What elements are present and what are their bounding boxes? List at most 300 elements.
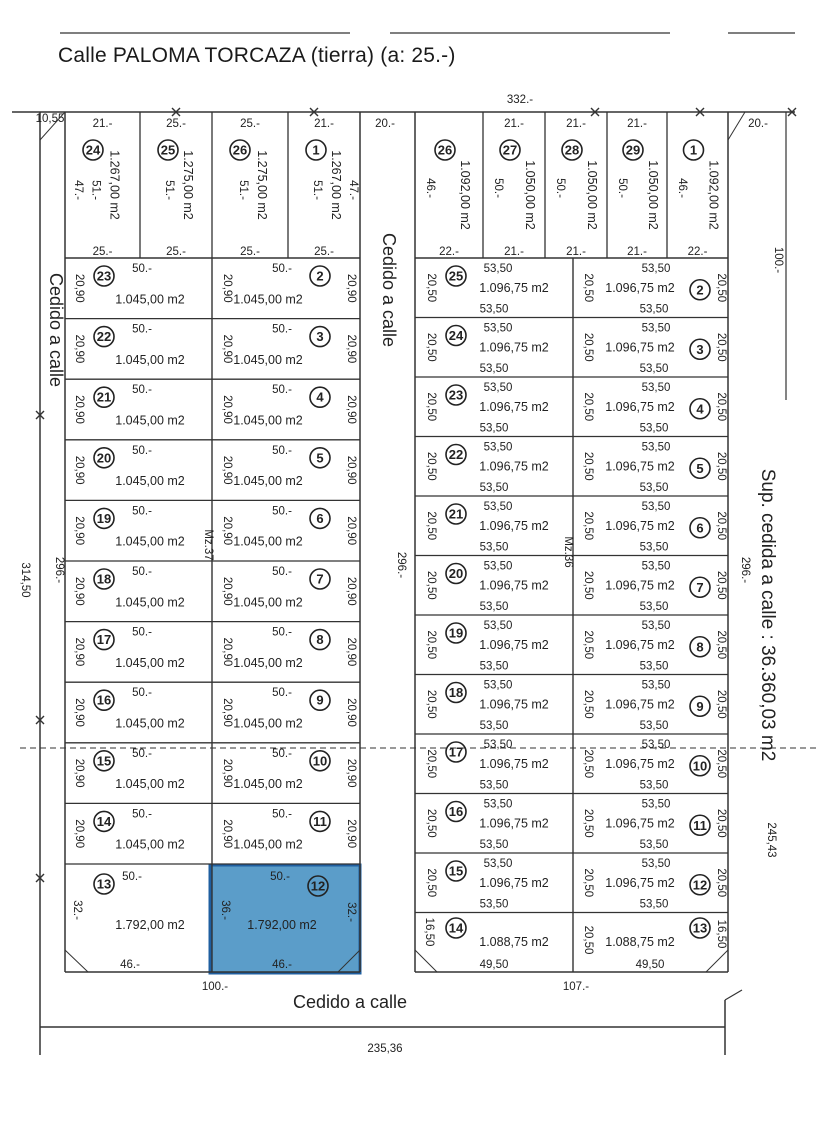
mz36-lot-24-width: 20,50 [425, 332, 437, 362]
mz36-lot-2-width-left: 20,50 [582, 273, 594, 303]
mz36-lot-15-number: 15 [448, 863, 464, 879]
mz37-lot-11-length: 50.- [272, 808, 292, 821]
mz37-lot-2-width-left: 20,90 [221, 273, 233, 303]
mz36-top-lot-29-front: 21.- [627, 118, 647, 130]
mz37-top-lot-25-side: 51.- [163, 180, 175, 200]
mz37-lot-10-number: 10 [312, 753, 328, 769]
mz37-lot-2-area: 1.045,00 m2 [233, 292, 303, 307]
street-label-right: Sup. cedida a calle : 36.360,03 m2 [757, 468, 778, 762]
mz37-lot-9-number: 9 [316, 692, 324, 708]
mz37-lot-18-width: 20,90 [73, 576, 85, 606]
mz36-lot-22-width: 20,50 [425, 451, 437, 481]
mz36-lot-2-area: 1.096,75 m2 [605, 280, 675, 295]
mz36-lot-18-length-bottom: 53,50 [479, 720, 509, 732]
mz37-lot-14-length: 50.- [132, 808, 152, 821]
mz36-lot-16-length-top: 53,50 [483, 798, 513, 811]
mz37-lot-12-side2: 32.- [345, 902, 357, 922]
mz36-lot-4-width-right: 20,50 [715, 392, 727, 422]
mz37-lot-8-number: 8 [316, 632, 324, 648]
mz37-lot-15-number: 15 [96, 753, 112, 769]
mz37-lot-10-length: 50.- [272, 747, 292, 760]
mz36-lot-20-length-top: 53,50 [483, 560, 513, 573]
mz37-top-lot-1-number: 1 [312, 142, 320, 158]
mz36-lot-17-area: 1.096,75 m2 [479, 756, 549, 771]
mz37-top-lot-1-back: 25.- [314, 246, 334, 258]
mz37-lot-3-length: 50.- [272, 323, 292, 336]
mz36-top-lot-26-area: 1.092,00 m2 [458, 160, 472, 230]
dim-middle-left: 296.- [395, 551, 407, 579]
mz36-top-lot-29-back: 21.- [627, 246, 647, 258]
mz36-lot-23-area: 1.096,75 m2 [479, 399, 549, 414]
mz36-lot-21-width: 20,50 [425, 511, 437, 541]
mz36-top-lot-1-back: 22.- [687, 246, 708, 258]
mz37-lot-19-width: 20,90 [73, 516, 85, 546]
mz37-lot-22-width: 20,90 [73, 334, 85, 364]
mz37-lot-8-length: 50.- [272, 626, 292, 639]
mz36-lot-25-length-top: 53,50 [483, 263, 513, 275]
mz37-lot-6-width-left: 20,90 [221, 516, 233, 546]
mz37-top-lot-24-number: 24 [85, 142, 101, 158]
mz36-lot-24-length-bottom: 53,50 [479, 363, 509, 375]
mz36-lot-25-width: 20,50 [425, 273, 437, 303]
mz36-label: Mz.36 [562, 536, 574, 568]
mz36-top-lot-1-side: 46.- [676, 178, 688, 198]
mz36-lot-17-number: 17 [448, 744, 464, 760]
dim-right-top: 100.- [772, 246, 784, 274]
mz37-lot-2-number: 2 [316, 268, 324, 284]
mz37-lot-4-number: 4 [316, 389, 324, 405]
mz36-lot-5-length-bottom: 53,50 [639, 482, 669, 494]
mz37-top-lot-1-side: 51.- [311, 180, 323, 200]
mz36-lot-10-width-right: 20,50 [715, 749, 727, 779]
mz36-lot-11-length-bottom: 53,50 [639, 839, 669, 851]
mz37-top-lot-24-side2: 47.- [72, 180, 84, 200]
mz36-top-lot-29-area: 1.050,00 m2 [646, 160, 660, 230]
mz36-lot-5-length-top: 53,50 [641, 441, 671, 454]
mz36-lot-21-area: 1.096,75 m2 [479, 518, 549, 533]
mz37-top-lot-1-side2: 47.- [347, 180, 359, 200]
mz36-lot-14-width: 16,50 [423, 917, 435, 947]
mz37-lot-20-number: 20 [96, 450, 112, 466]
mz37-lot-7-length: 50.- [272, 566, 292, 578]
mz37-lot-20-width: 20,90 [73, 455, 85, 485]
mz36-lot-13-length: 49,50 [635, 959, 665, 971]
mz36-lot-11-length-top: 53,50 [641, 798, 671, 811]
mz37-lot-12-bottom: 46.- [272, 959, 292, 971]
mz37-label: Mz.37 [202, 529, 214, 561]
mz37-lot-11-width-left: 20,90 [221, 819, 233, 849]
mz36-lot-2-number: 2 [696, 282, 704, 298]
mz37-lot-14-width: 20,90 [73, 819, 85, 849]
mz36-lot-6-width-left: 20,50 [582, 511, 594, 541]
corner-chamfer [725, 990, 742, 1000]
mz36-lot-12-number: 12 [692, 877, 708, 893]
mz36-lot-9-number: 9 [696, 698, 704, 714]
mz37-lot-23-area: 1.045,00 m2 [115, 292, 185, 307]
mz36-top-lot-27-side: 50.- [492, 178, 504, 198]
mz37-lot-13-area: 1.792,00 m2 [115, 918, 185, 932]
chamfer-mz36-bl [415, 950, 437, 972]
mz36-lot-23-length-top: 53,50 [483, 382, 513, 394]
mz36-lot-19-width: 20,50 [425, 630, 437, 660]
mz37-lot-16-length: 50.- [132, 687, 152, 700]
mz37-lot-17-width: 20,90 [73, 637, 85, 667]
mz37-lot-12-area: 1.792,00 m2 [247, 918, 317, 932]
mz36-lot-20-length-bottom: 53,50 [479, 601, 509, 613]
mz37-lot-13-number: 13 [96, 876, 112, 892]
mz37-top-lot-25-area: 1.275,00 m2 [181, 150, 195, 220]
mz37-lot-5-width-right: 20,90 [345, 455, 357, 485]
mz36-lot-3-length-bottom: 53,50 [639, 363, 669, 375]
mz36-lot-3-length-top: 53,50 [641, 322, 671, 335]
mz37-lot-21-number: 21 [96, 389, 112, 405]
mz36-lot-22-area: 1.096,75 m2 [479, 459, 549, 474]
dim-corner-top-left: 10,55 [35, 113, 65, 125]
mz36-lot-10-length-bottom: 53,50 [639, 779, 669, 792]
mz36-lot-25-number: 25 [448, 268, 464, 284]
mz36-lot-9-area: 1.096,75 m2 [605, 697, 675, 712]
dim-street-width-right: 20.- [748, 118, 768, 130]
mz37-top-lot-26-number: 26 [232, 142, 248, 158]
mz37-lot-23-length: 50.- [132, 263, 152, 275]
mz37-lot-2-width-right: 20,90 [345, 273, 357, 303]
mz36-top-lot-27-back: 21.- [504, 246, 524, 258]
mz37-lot-7-area: 1.045,00 m2 [233, 595, 303, 610]
mz36-lot-15-length-bottom: 53,50 [479, 898, 509, 911]
mz36-lot-4-width-left: 20,50 [582, 392, 594, 422]
mz36-lot-22-length-top: 53,50 [483, 441, 513, 454]
mz37-lot-19-area: 1.045,00 m2 [115, 534, 185, 549]
mz36-lot-25-area: 1.096,75 m2 [479, 280, 549, 295]
mz36-lot-24-length-top: 53,50 [483, 322, 513, 335]
mz36-top-lot-28-back: 21.- [566, 246, 586, 258]
mz36-lot-5-width-right: 20,50 [715, 451, 727, 481]
chamfer-mz36-br [706, 950, 728, 972]
mz36-lot-3-width-left: 20,50 [582, 332, 594, 362]
mz36-lot-22-number: 22 [448, 447, 464, 462]
mz37-top-lot-25-front: 25.- [166, 118, 186, 130]
mz37-top-lot-1-area: 1.267,00 m2 [329, 150, 343, 220]
street-label-middle: Cedido a calle [379, 232, 399, 348]
mz36-top-lot-27-area: 1.050,00 m2 [523, 160, 537, 230]
mz36-lot-11-width-right: 20,50 [715, 808, 727, 838]
mz36-lot-7-area: 1.096,75 m2 [605, 578, 675, 593]
mz37-top-lot-25-number: 25 [160, 142, 176, 158]
dim-street-width-left: 20.- [375, 118, 395, 130]
mz36-lot-12-length-top: 53,50 [641, 858, 671, 870]
mz36-lot-24-number: 24 [448, 328, 464, 343]
mz37-lot-5-area: 1.045,00 m2 [233, 474, 303, 489]
mz37-top-lot-26-back: 25.- [240, 246, 260, 258]
mz37-lot-11-width-right: 20,90 [345, 819, 357, 849]
mz37-lot-6-length: 50.- [272, 505, 292, 518]
mz36-lot-18-length-top: 53,50 [483, 679, 513, 692]
mz36-lot-6-number: 6 [696, 520, 704, 536]
mz37-lot-12-side: 36.- [219, 900, 231, 920]
mz37-lot-8-area: 1.045,00 m2 [233, 655, 303, 670]
chamfer-mz37-bl [65, 950, 88, 972]
mz37-lot-20-area: 1.045,00 m2 [115, 474, 185, 489]
mz36-lot-6-length-top: 53,50 [641, 501, 671, 513]
mz37-lot-15-width: 20,90 [73, 758, 85, 788]
mz37-lot-8-width-left: 20,90 [221, 637, 233, 667]
mz36-lot-24-area: 1.096,75 m2 [479, 340, 549, 355]
mz37-lot-3-number: 3 [316, 329, 324, 345]
mz36-lot-2-width-right: 20,50 [715, 273, 727, 303]
mz36-lot-18-number: 18 [448, 685, 464, 700]
mz36-lot-7-width-left: 20,50 [582, 570, 594, 600]
mz37-lot-11-area: 1.045,00 m2 [233, 837, 303, 852]
mz37-lot-5-number: 5 [316, 450, 324, 466]
mz36-lot-13-width-right: 16,50 [715, 919, 727, 949]
mz36-top-lot-28-area: 1.050,00 m2 [585, 160, 599, 230]
mz37-lot-10-width-left: 20,90 [221, 758, 233, 788]
dim-bottom-right: 107.- [562, 981, 590, 993]
mz37-lot-16-number: 16 [96, 692, 112, 708]
mz36-lot-13-number: 13 [692, 920, 708, 936]
mz37-lot-4-length: 50.- [272, 384, 292, 397]
chamfer-top-right [728, 112, 745, 140]
mz37-lot-21-length: 50.- [132, 384, 152, 397]
mz36-lot-11-width-left: 20,50 [582, 808, 594, 838]
mz36-lot-13-area: 1.088,75 m2 [605, 935, 675, 949]
mz37-lot-8-width-right: 20,90 [345, 637, 357, 667]
mz36-lot-10-area: 1.096,75 m2 [605, 756, 675, 771]
mz37-top-lot-24-side: 51.- [89, 180, 102, 200]
mz36-lot-15-width: 20,50 [425, 868, 437, 898]
mz37-lot-19-length: 50.- [132, 505, 152, 518]
mz37-lot-2-length: 50.- [272, 263, 292, 275]
mz37-lot-13-side: 32.- [71, 900, 83, 920]
mz36-lot-25-length-bottom: 53,50 [479, 303, 509, 316]
mz36-lot-6-width-right: 20,50 [715, 511, 727, 541]
mz37-lot-4-width-left: 20,90 [221, 395, 233, 424]
mz37-lot-17-length: 50.- [132, 626, 152, 639]
mz36-lot-2-length-bottom: 53,50 [639, 303, 669, 316]
mz36-top-lot-29-side: 50.- [616, 178, 628, 198]
mz37-top-lot-24-back: 25.- [92, 246, 113, 258]
mz37-top-lot-26-front: 25.- [240, 118, 260, 130]
mz37-lot-20-length: 50.- [132, 444, 152, 457]
mz36-lot-7-width-right: 20,50 [715, 570, 727, 600]
mz36-lot-12-length-bottom: 53,50 [639, 898, 669, 911]
mz36-lot-8-width-right: 20,50 [715, 630, 727, 660]
mz36-lot-19-length-top: 53,50 [483, 620, 513, 632]
mz36-lot-20-width: 20,50 [425, 570, 437, 600]
dim-bottom-left: 100.- [201, 981, 229, 993]
mz37-lot-22-length: 50.- [132, 323, 152, 336]
mz36-lot-8-width-left: 20,50 [582, 630, 594, 660]
mz36-top-lot-26-side: 46.- [424, 178, 436, 198]
mz36-top-lot-26-back: 22.- [439, 246, 459, 258]
mz36-lot-8-number: 8 [696, 639, 704, 655]
mz37-lot-16-area: 1.045,00 m2 [115, 716, 185, 731]
mz37-lot-15-length: 50.- [132, 747, 152, 760]
mz37-lot-3-width-right: 20,90 [345, 334, 357, 364]
mz36-lot-5-number: 5 [696, 460, 704, 476]
mz36-lot-8-length-top: 53,50 [641, 620, 671, 632]
mz37-lot-18-length: 50.- [132, 566, 152, 578]
mz36-lot-5-width-left: 20,50 [582, 451, 594, 481]
mz36-lot-16-length-bottom: 53,50 [479, 839, 509, 851]
mz36-lot-21-length-top: 53,50 [483, 501, 513, 513]
mz36-lot-23-length-bottom: 53,50 [479, 422, 509, 435]
mz36-lot-8-length-bottom: 53,50 [639, 660, 669, 673]
mz36-lot-13-width-left: 20,50 [582, 925, 594, 955]
mz36-lot-14-length: 49,50 [479, 959, 509, 971]
mz37-lot-6-number: 6 [316, 510, 324, 526]
mz37-lot-11-number: 11 [313, 813, 327, 829]
mz37-lot-5-width-left: 20,90 [221, 455, 233, 485]
mz37-top-lot-26-side: 51.- [237, 180, 249, 200]
mz36-lot-3-area: 1.096,75 m2 [605, 340, 675, 355]
mz37-lot-21-width: 20,90 [73, 395, 85, 424]
mz36-lot-7-length-bottom: 53,50 [639, 601, 669, 613]
mz36-top-lot-28-number: 28 [564, 142, 580, 158]
mz37-lot-7-width-left: 20,90 [221, 576, 233, 606]
mz37-lot-13-top: 50.- [122, 871, 142, 883]
mz36-top-lot-27-number: 27 [502, 142, 518, 158]
mz37-lot-13-bottom: 46.- [120, 959, 140, 971]
mz36-lot-3-width-right: 20,50 [715, 332, 727, 362]
mz36-lot-14-number: 14 [448, 920, 464, 936]
mz37-lot-4-area: 1.045,00 m2 [233, 413, 303, 428]
street-label-left: Cedido a calle [46, 272, 66, 388]
mz36-lot-15-area: 1.096,75 m2 [479, 875, 549, 890]
mz37-lot-16-width: 20,90 [73, 698, 85, 727]
mz36-lot-10-width-left: 20,50 [582, 749, 594, 779]
mz37-lot-14-area: 1.045,00 m2 [115, 837, 185, 852]
mz37-lot-17-number: 17 [96, 632, 112, 648]
mz37-lot-22-area: 1.045,00 m2 [115, 352, 185, 367]
mz37-lot-21-area: 1.045,00 m2 [115, 413, 185, 428]
mz36-lot-9-width-left: 20,50 [582, 689, 594, 719]
mz36-lot-4-area: 1.096,75 m2 [605, 399, 675, 414]
mz37-lot-12-number: 12 [310, 878, 326, 894]
mz36-lot-20-number: 20 [448, 566, 464, 581]
mz37-top-lot-1-front: 21.- [314, 118, 334, 130]
mz36-lot-18-area: 1.096,75 m2 [479, 697, 549, 712]
mz37-lot-23-width: 20,90 [73, 273, 85, 303]
mz36-lot-23-number: 23 [448, 387, 464, 403]
mz37-lot-9-area: 1.045,00 m2 [233, 716, 303, 731]
mz36-lot-10-length-top: 53,50 [641, 739, 671, 751]
mz37-lot-18-area: 1.045,00 m2 [115, 595, 185, 610]
mz36-top-lot-28-side: 50.- [554, 178, 566, 198]
mz36-lot-9-length-bottom: 53,50 [639, 720, 669, 732]
street-label-bottom: Cedido a calle [292, 992, 408, 1012]
mz37-lot-23-number: 23 [96, 268, 112, 284]
dim-right-lower: 245,43 [765, 822, 777, 858]
mz37-lot-10-area: 1.045,00 m2 [233, 777, 303, 792]
mz36-lot-8-area: 1.096,75 m2 [605, 637, 675, 652]
mz37-lot-22-number: 22 [96, 329, 112, 345]
mz36-top-lot-1-area: 1.092,00 m2 [706, 160, 721, 230]
mz36-lot-19-number: 19 [448, 625, 464, 641]
mz36-lot-17-width: 20,50 [425, 749, 437, 779]
mz36-lot-4-number: 4 [696, 401, 704, 417]
mz36-lot-22-length-bottom: 53,50 [479, 482, 509, 494]
mz36-lot-12-width-left: 20,50 [582, 868, 594, 898]
mz36-lot-11-number: 11 [693, 817, 707, 833]
mz36-lot-19-length-bottom: 53,50 [479, 660, 509, 673]
mz36-lot-16-number: 16 [448, 804, 464, 819]
mz37-lot-14-number: 14 [96, 813, 112, 829]
mz37-lot-5-length: 50.- [272, 444, 292, 457]
mz36-lot-5-area: 1.096,75 m2 [605, 459, 675, 474]
mz36-lot-17-length-bottom: 53,50 [479, 779, 509, 792]
mz36-lot-3-number: 3 [696, 341, 704, 357]
mz36-lot-15-length-top: 53,50 [483, 858, 513, 870]
mz36-lot-17-length-top: 53,50 [483, 739, 513, 751]
mz36-lot-4-length-bottom: 53,50 [639, 422, 669, 435]
mz36-lot-12-area: 1.096,75 m2 [605, 875, 675, 890]
mz36-lot-7-length-top: 53,50 [641, 560, 671, 573]
mz37-top-lot-26-area: 1.275,00 m2 [255, 150, 269, 220]
mz37-lot-4-width-right: 20,90 [345, 395, 357, 424]
mz36-lot-14-area: 1.088,75 m2 [479, 935, 549, 949]
mz37-lot-9-length: 50.- [272, 687, 292, 700]
dim-left-total: 314,50 [19, 562, 31, 598]
mz37-lot-15-area: 1.045,00 m2 [115, 777, 185, 792]
mz37-lot-19-number: 19 [96, 510, 112, 526]
dim-middle-right: 296.- [739, 556, 751, 584]
mz37-lot-9-width-left: 20,90 [221, 698, 233, 727]
dim-left-inner: 296.- [53, 556, 65, 584]
mz37-lot-18-number: 18 [96, 571, 112, 587]
mz36-lot-23-width: 20,50 [425, 392, 437, 422]
mz37-lot-7-number: 7 [316, 571, 324, 587]
dim-bottom-total: 235,36 [367, 1043, 403, 1055]
dim-top-total: 332.- [506, 94, 534, 106]
mz36-lot-21-number: 21 [448, 506, 464, 522]
mz36-lot-4-length-top: 53,50 [641, 382, 671, 394]
mz36-lot-2-length-top: 53,50 [641, 263, 671, 275]
mz36-top-lot-1-number: 1 [689, 142, 698, 158]
mz36-lot-10-number: 10 [692, 758, 708, 774]
mz37-lot-7-width-right: 20,90 [345, 576, 357, 606]
mz37-top-lot-25-back: 25.- [166, 246, 186, 258]
map-title: Calle PALOMA TORCAZA (tierra) (a: 25.-) [58, 44, 456, 67]
mz36-top-lot-26-number: 26 [437, 142, 453, 158]
mz36-lot-16-area: 1.096,75 m2 [479, 816, 549, 831]
mz37-lot-17-area: 1.045,00 m2 [115, 655, 185, 670]
mz37-lot-3-area: 1.045,00 m2 [233, 352, 303, 367]
mz36-lot-7-number: 7 [696, 579, 704, 595]
mz37-lot-12-top: 50.- [270, 871, 290, 883]
mz37-top-lot-24-area: 1.267,00 m2 [107, 150, 122, 220]
mz37-top-lot-24-front: 21.- [92, 118, 113, 130]
mz36-lot-20-area: 1.096,75 m2 [479, 578, 549, 593]
mz36-lot-6-area: 1.096,75 m2 [605, 518, 675, 533]
mz36-lot-12-width-right: 20,50 [715, 868, 727, 898]
mz36-lot-9-length-top: 53,50 [641, 679, 671, 692]
mz36-top-lot-28-front: 21.- [566, 118, 586, 130]
mz36-top-lot-29-number: 29 [625, 142, 641, 158]
mz37-lot-9-width-right: 20,90 [345, 698, 357, 727]
mz36-lot-6-length-bottom: 53,50 [639, 541, 669, 554]
mz36-lot-21-length-bottom: 53,50 [479, 541, 509, 554]
mz37-lot-6-area: 1.045,00 m2 [233, 534, 303, 549]
mz37-lot-10-width-right: 20,90 [345, 758, 357, 788]
mz37-lot-3-width-left: 20,90 [221, 334, 233, 364]
mz36-lot-11-area: 1.096,75 m2 [605, 816, 675, 831]
mz36-lot-18-width: 20,50 [425, 689, 437, 719]
mz36-lot-19-area: 1.096,75 m2 [479, 637, 549, 652]
mz36-lot-16-width: 20,50 [425, 808, 437, 838]
mz36-lot-9-width-right: 20,50 [715, 689, 727, 719]
mz37-lot-6-width-right: 20,90 [345, 516, 357, 546]
